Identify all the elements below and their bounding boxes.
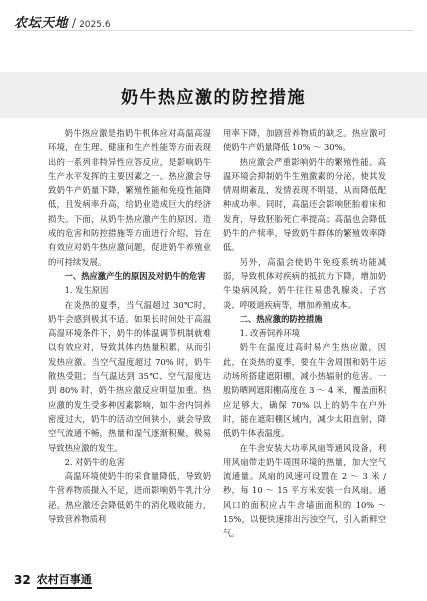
magazine-name: 农村百事通 xyxy=(37,571,92,589)
body-paragraph: 用率下降，加剧营养物质的缺乏。热应激可使奶牛产奶量降低 10% ～ 30%。 xyxy=(223,128,386,153)
section-heading: 二、热应激的防控措施 xyxy=(239,313,323,324)
title-band xyxy=(0,72,427,118)
issue-number: 2025.6 xyxy=(79,20,111,30)
page-footer xyxy=(14,571,92,589)
page-header xyxy=(14,12,111,31)
right-column xyxy=(223,126,386,559)
header-rule xyxy=(14,30,413,31)
subsection-heading: 1. 发生原因 xyxy=(64,285,109,296)
article-title: 奶牛热应激的防控措施 xyxy=(121,87,306,108)
subsection-heading: 1. 改善饲养环境 xyxy=(239,328,300,339)
page-number: 32 xyxy=(14,573,31,587)
body-paragraph: 另外，高温会使奶牛免疫系统功能减弱，导致机体对疾病的抵抗力下降，增加奶牛染病风险，奶牛往往易患乳腺炎、子宫炎、呼吸道疾病等，增加养殖成本。 xyxy=(223,256,386,310)
left-column xyxy=(48,126,211,559)
body-paragraph: 奶牛在温度过高时易产生热应激，因此，在炎热的夏季，要在牛舍周围和奶牛运动场所搭建遮阳棚，减小热辐射的危害。一般防晒网遮阳棚高度在 3 ～ 4 米，覆盖面积应足够大，确保 70% 以上的奶牛在户外时，能在遮阳棚区域内，减少太阳直射，降低奶牛体表温度。 xyxy=(223,342,386,439)
body-paragraph: 高温环境使奶牛的采食量降低，导致奶牛营养物质摄入不足，进而影响奶牛乳汁分泌。热应激还会降低奶牛的消化吸收能力，导致营养物质利 xyxy=(48,471,211,525)
section-heading: 一、热应激产生的原因及对奶牛的危害 xyxy=(64,270,206,281)
article-body xyxy=(48,126,386,559)
column-brand: 农坛天地 xyxy=(14,16,69,31)
body-paragraph: 奶牛热应激是指奶牛机体应对高温高湿环境，在生理、健康和生产性能等方面表现出的一系列非特异性应答反应，是影响奶牛生产水平发挥的主要因素之一。热应激会导致奶牛产奶量下降，繁殖性能和免疫性能降低，且发病率升高，给奶业造成巨大的经济损失。下面，从奶牛热应激产生的原因、造成的危害和防控措施等方面进行介绍，旨在有效应对奶牛热应激问题，促进奶牛养殖业的可持续发展。 xyxy=(48,128,211,267)
body-paragraph: 热应激会严重影响奶牛的繁殖性能。高温环境会抑制奶牛生殖激素的分泌，使其发情周期紊乱，发情表现不明显，从而降低配种成功率。同时，高温还会影响胚胎着床和发育，导致胚胎死亡率提高；高温也会降低奶牛的产犊率，导致奶牛群体的繁殖效率降低。 xyxy=(223,156,386,253)
body-paragraph: 在牛舍安装大功率风扇等通风设备，利用风扇带走奶牛周围环境的热量，加大空气流通量。风扇的风速可设置在 2 ～ 3 米 / 秒，每 10 ～ 15 平方米安装一台风扇。通风口的面积应占牛舍墙面面积的 10% ～ 15%，以便快速排出污浊空气，引入新鲜空气。 xyxy=(223,442,386,539)
body-paragraph: 在炎热的夏季，当气温超过 30℃时，奶牛会感到极其不适。如果长时间处于高温高湿环境条件下，奶牛的体温调节机制就难以有效应对，导致其体内热量积累，从而引发热应激。当空气湿度超过 70% 时，奶牛散热受阻；当气温达到 35℃、空气湿度达到 80% 时，奶牛热应激反应明显加重。热应激的发生受多种因素影响，如牛舍内饲养密度过大，奶牛的活动空间狭小，就会导致空气流通不畅，热量和湿气逐渐积聚，极易导致热应激的发生。 xyxy=(48,299,211,453)
header-slash: / xyxy=(72,16,77,30)
subsection-heading: 2. 对奶牛的危害 xyxy=(64,456,125,467)
